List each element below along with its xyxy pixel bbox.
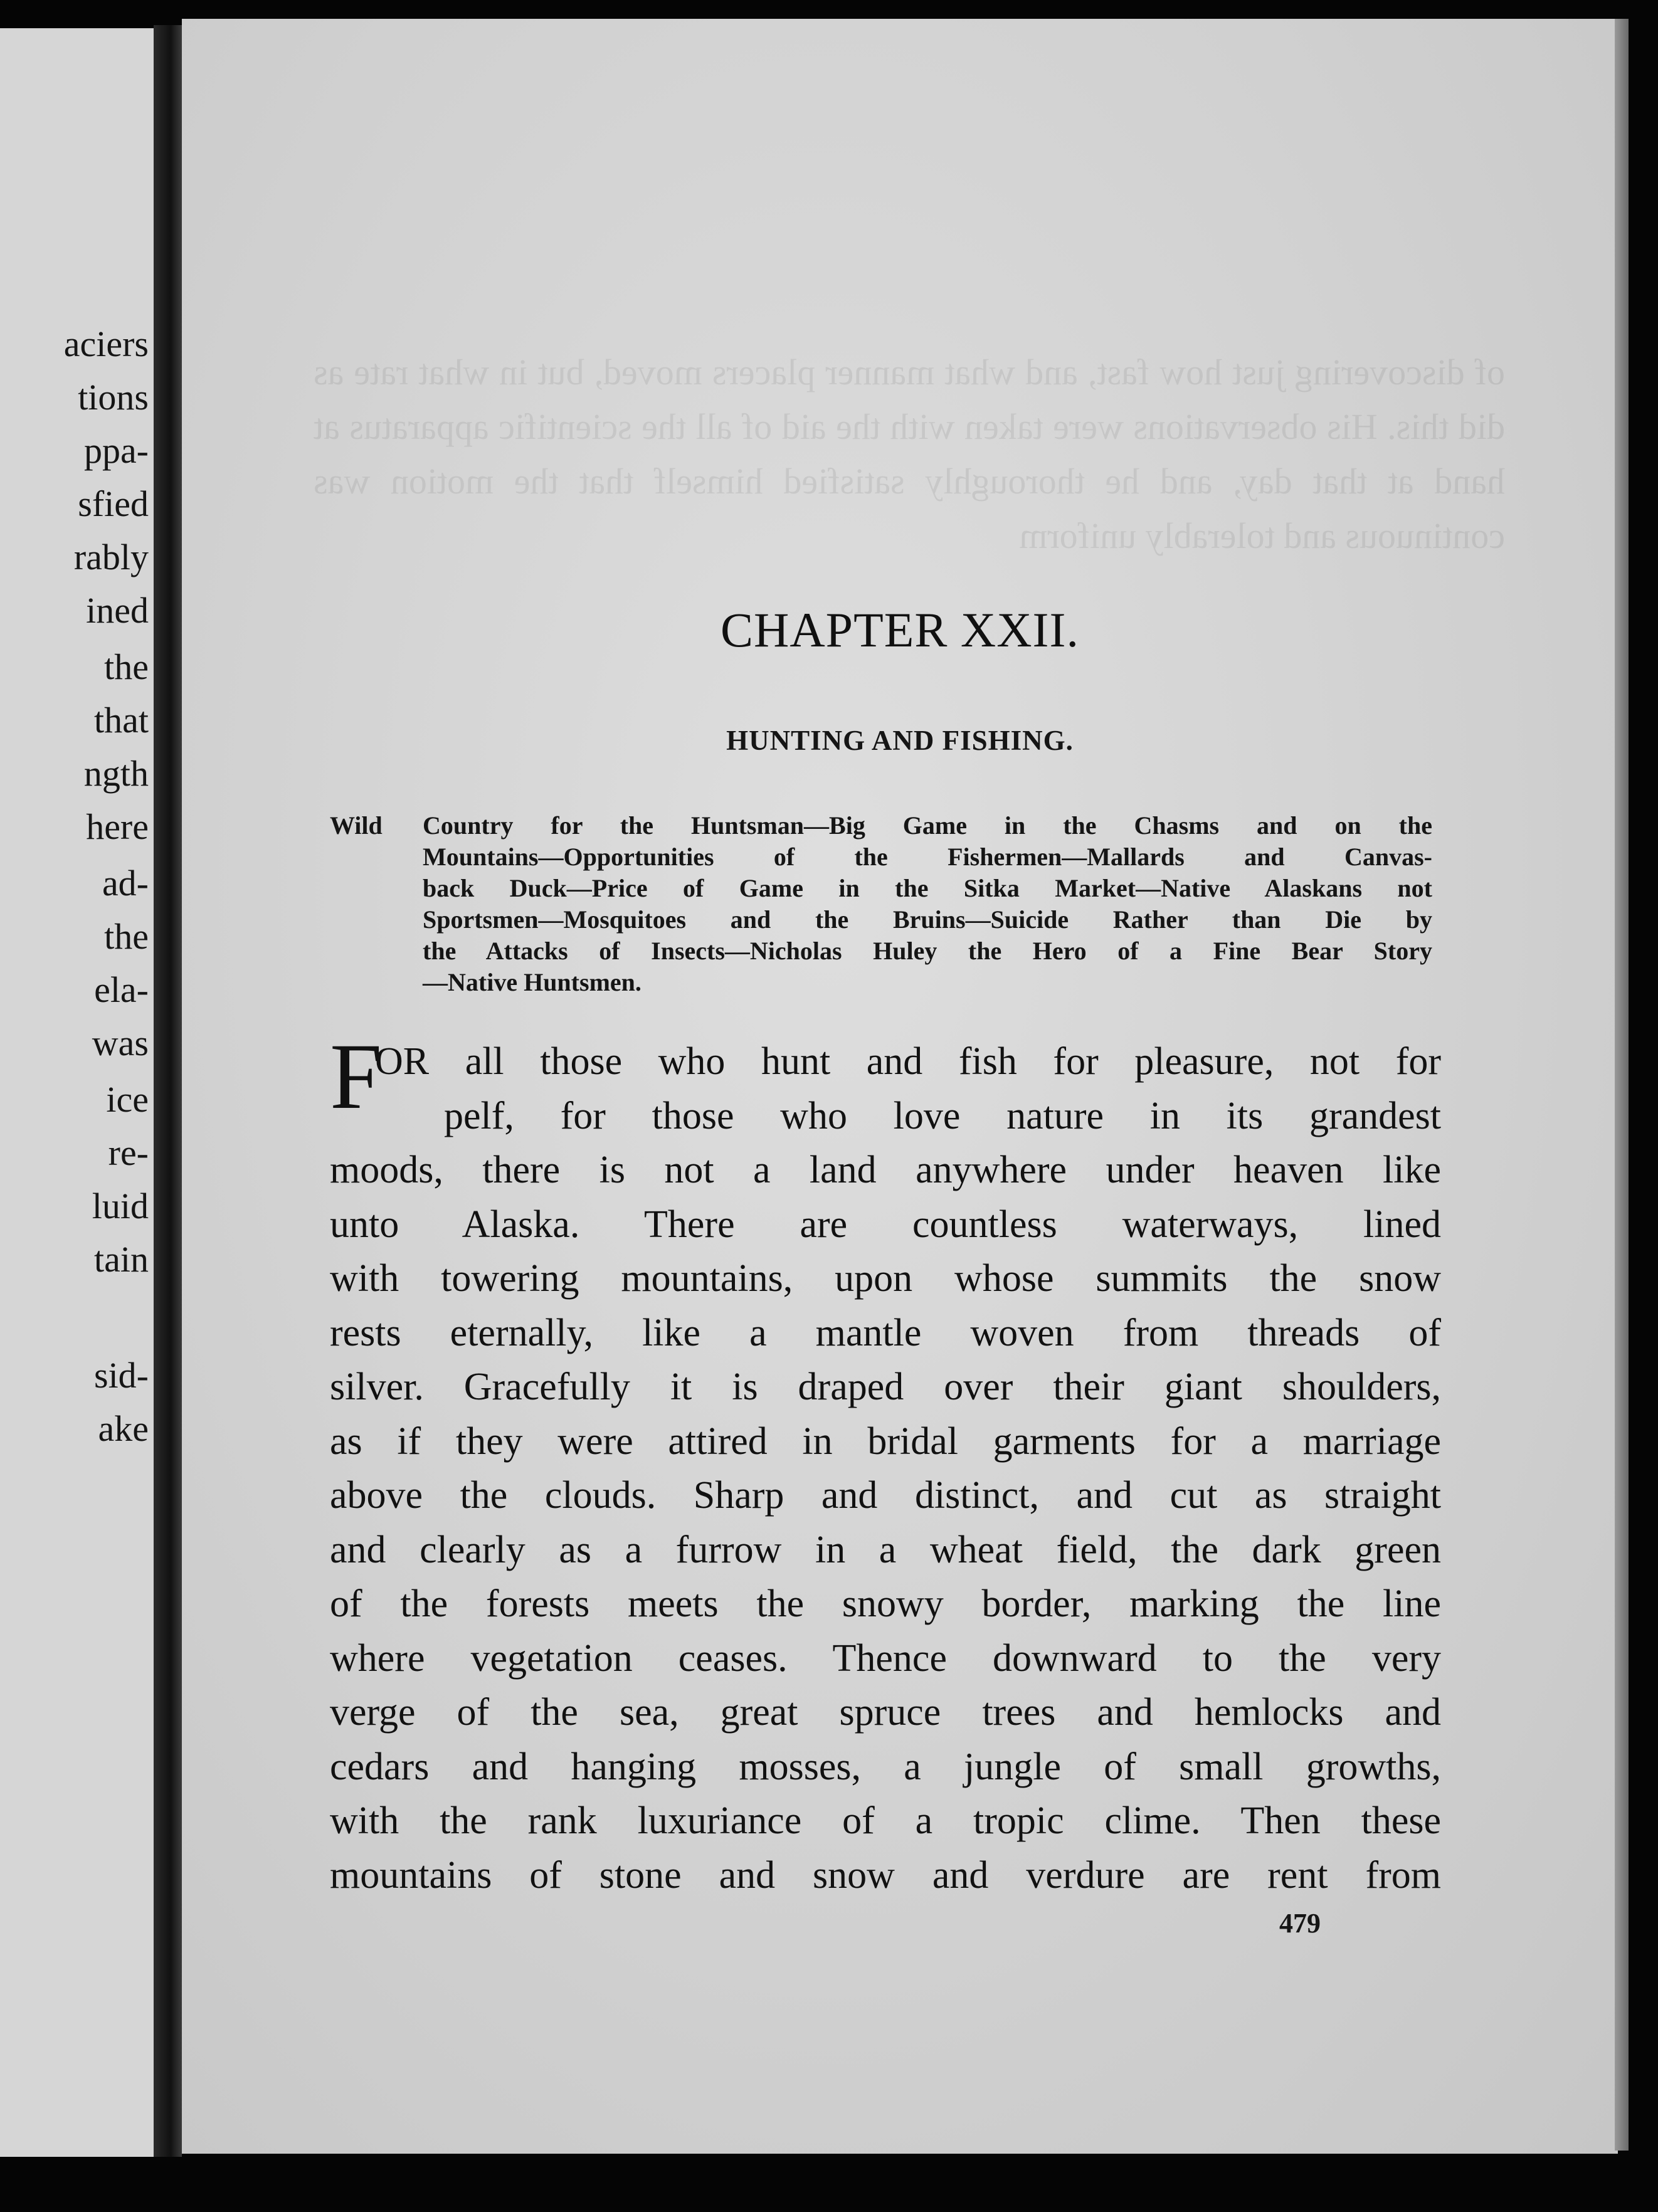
synopsis-line xyxy=(330,904,1432,935)
synopsis-line xyxy=(330,873,1432,904)
left-page-fragment: sid- xyxy=(94,1355,149,1396)
body-line: where vegetation ceases. Thence downward to the very xyxy=(330,1636,1441,1680)
left-page-fragment: ppa- xyxy=(83,430,149,471)
body-line: moods, there is not a land anywhere under heaven like xyxy=(330,1149,1441,1191)
synopsis-text: Sportsmen—Mosquitoes and the Bruins—Suicide Rather than Die by xyxy=(423,905,1432,934)
synopsis-text: Country for the Huntsman—Big Game in the Chasms and on the xyxy=(423,811,1432,840)
left-page-fragment: ad- xyxy=(102,863,149,903)
body-line: above the clouds. Sharp and distinct, and cut as straight xyxy=(330,1474,1441,1517)
left-page-fragment: tain xyxy=(94,1239,149,1280)
left-page-fragment: ice xyxy=(106,1079,149,1120)
chapter-subtitle: HUNTING AND FISHING. xyxy=(726,725,1074,756)
body-paragraph xyxy=(330,1035,1441,1902)
synopsis-lead xyxy=(330,841,423,873)
body-line: pelf, for those who love nature in its grandest xyxy=(444,1094,1441,1137)
left-page-fragment: re- xyxy=(108,1132,149,1173)
page-edge xyxy=(1615,19,1629,2151)
body-line: cedars and hanging mosses, a jungle of small growths, xyxy=(330,1745,1441,1788)
body-line: mountains of stone and snow and verdure are rent from xyxy=(330,1853,1441,1897)
synopsis-lead xyxy=(330,935,423,967)
drop-cap: F xyxy=(330,1024,383,1129)
left-page-fragment: tions xyxy=(78,377,149,418)
synopsis-lead: Wild xyxy=(330,811,383,840)
synopsis-text: back Duck—Price of Game in the Sitka Market—Native Alaskans not xyxy=(423,874,1432,902)
synopsis-text: the Attacks of Insects—Nicholas Huley the Hero of a Fine Bear Story xyxy=(423,937,1432,965)
body-line: unto Alaska. There are countless waterways, lined xyxy=(330,1203,1441,1246)
body-line: as if they were attired in bridal garments for a marriage xyxy=(330,1419,1441,1463)
synopsis-lead xyxy=(330,904,423,935)
body-line: silver. Gracefully it is draped over their giant shoulders, xyxy=(330,1366,1441,1408)
synopsis-line xyxy=(330,841,1432,873)
body-line: with towering mountains, upon whose summits the snow xyxy=(330,1257,1441,1300)
bleed-through-text: of discovering just how fast, and what manner placers moved, but in what rate as did this. His observations were taken with the aid of all the scientific apparatus at hand at that day, and he thoroughly satisfied himself that the motion was continuous and tolerably uniform xyxy=(314,352,1505,556)
synopsis-text: Mountains—Opportunities of the Fishermen—Mallards and Canvas- xyxy=(423,843,1432,871)
left-page-fragment: sfied xyxy=(78,483,149,524)
page-number: 479 xyxy=(1279,1908,1321,1939)
synopsis-line xyxy=(330,935,1432,967)
body-line: verge of the sea, great spruce trees and hemlocks and xyxy=(330,1691,1441,1734)
left-page-fragment: rably xyxy=(73,537,149,577)
left-page-fragment: the xyxy=(104,646,149,687)
body-line: rests eternally, like a mantle woven from threads of xyxy=(330,1311,1441,1354)
synopsis-lead xyxy=(330,967,423,998)
left-page-fragment: the xyxy=(104,916,149,957)
left-page-fragment: here xyxy=(86,806,149,847)
body-line: OR all those who hunt and fish for pleasure, not for xyxy=(375,1040,1441,1083)
left-page-fragment: aciers xyxy=(63,324,149,364)
book-page xyxy=(182,19,1618,2154)
chapter-title: CHAPTER XXII. xyxy=(721,603,1079,657)
body-line: with the rank luxuriance of a tropic clime. Then these xyxy=(330,1799,1441,1842)
left-page-fragment: ngth xyxy=(83,753,149,794)
synopsis-lead xyxy=(330,873,423,904)
left-page-fragment: luid xyxy=(92,1186,149,1226)
body-line: of the forests meets the snowy border, marking the line xyxy=(330,1583,1441,1625)
left-page-fragment: ake xyxy=(98,1408,149,1449)
book-spine xyxy=(154,25,182,2157)
chapter-synopsis xyxy=(330,810,1432,998)
left-page-fragment: ela- xyxy=(94,969,149,1010)
previous-page-edge xyxy=(0,28,154,2157)
left-page-fragment: was xyxy=(92,1023,149,1063)
left-page-fragment: that xyxy=(94,700,149,740)
synopsis-line xyxy=(330,810,1432,841)
left-page-fragment: ined xyxy=(86,590,149,631)
synopsis-text: —Native Huntsmen. xyxy=(423,968,642,996)
synopsis-line xyxy=(330,967,1432,998)
body-line: and clearly as a furrow in a wheat field, the dark green xyxy=(330,1528,1441,1571)
